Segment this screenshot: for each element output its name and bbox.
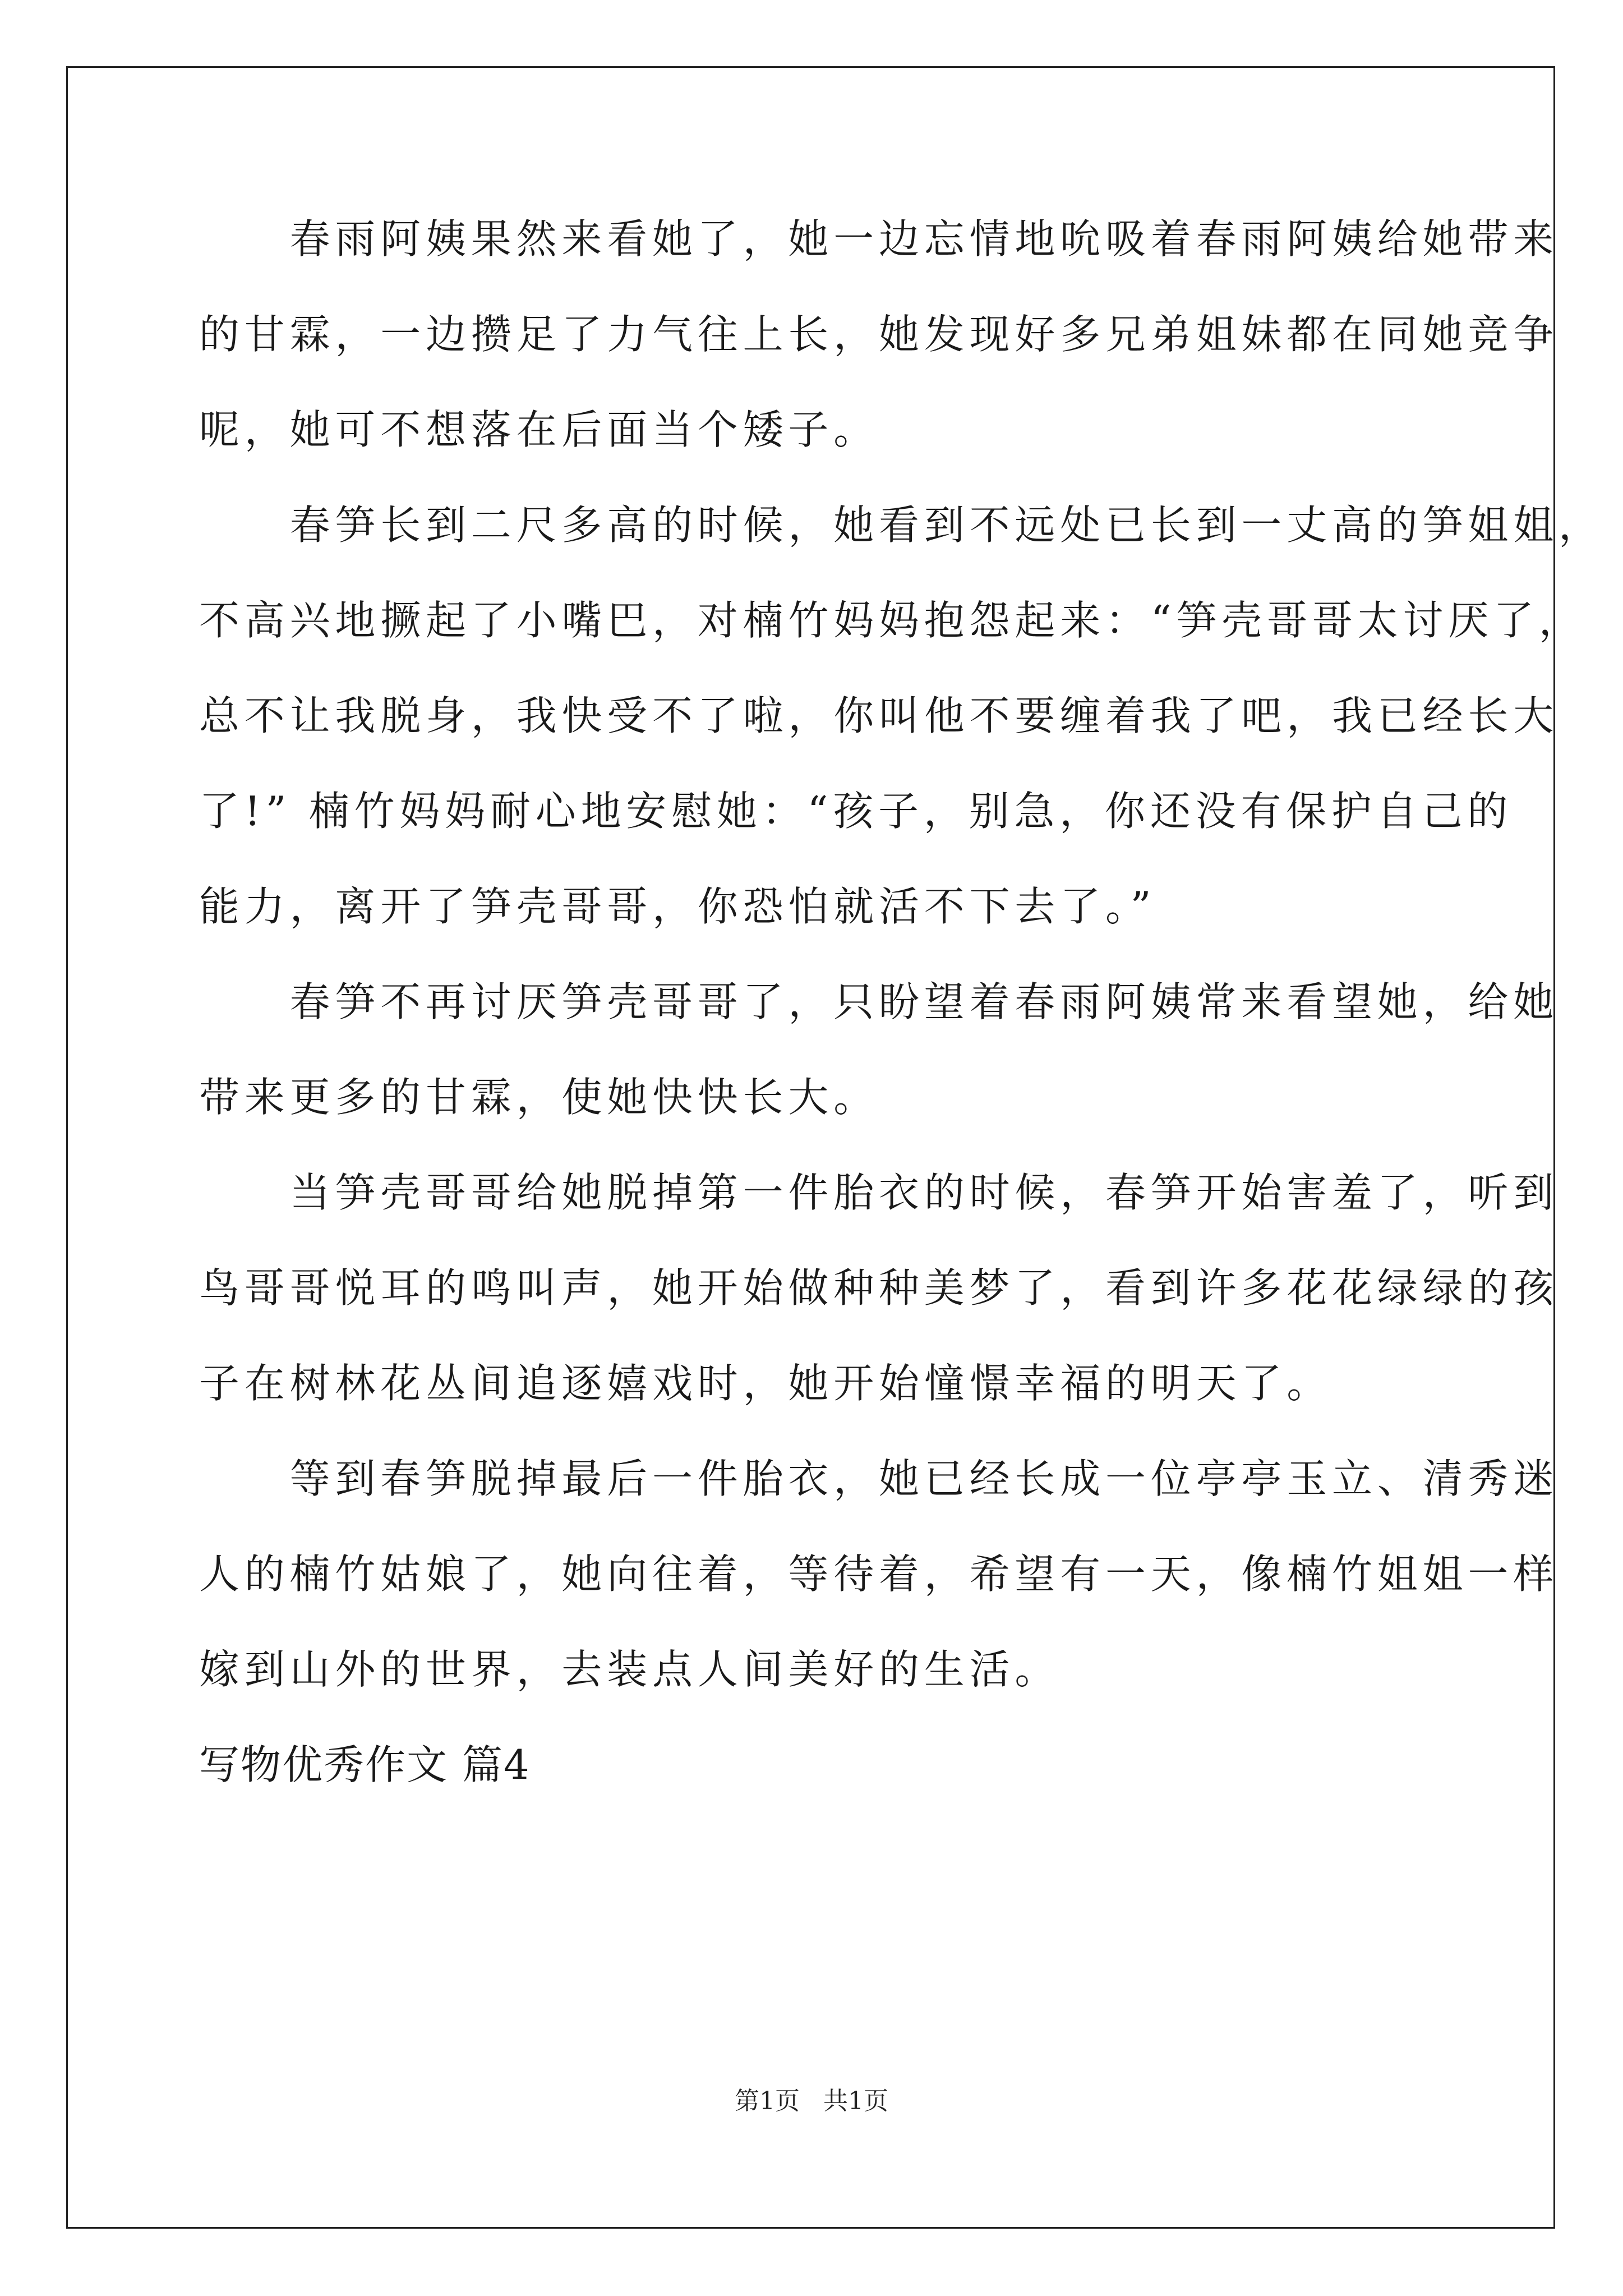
text-line: 了!” 楠竹妈妈耐心地安慰她：“孩子，别急，你还没有保护自己的: [199, 788, 1513, 835]
text-line: 带来更多的甘霖，使她快快长大。: [199, 1074, 879, 1121]
text-line: 春雨阿姨果然来看她了，她一边忘情地吮吸着春雨阿姨给她带来: [199, 215, 1559, 263]
text-line: 人的楠竹姑娘了，她向往着，等待着，希望有一天，像楠竹姐姐一样: [199, 1550, 1559, 1598]
text-line: 等到春笋脱掉最后一件胎衣，她已经长成一位亭亭玉立、清秀迷: [199, 1455, 1559, 1502]
text-line: 能力，离开了笋壳哥哥，你恐怕就活不下去了。”: [199, 883, 1156, 930]
text-line: 不高兴地撅起了小嘴巴，对楠竹妈妈抱怨起来：“笋壳哥哥太讨厌了，: [199, 597, 1584, 644]
page-number-footer: 第1页 共1页: [735, 2087, 888, 2115]
text-line: 春笋不再讨厌笋壳哥哥了，只盼望着春雨阿姨常来看望她，给她: [199, 978, 1559, 1025]
text-line: 的甘霖，一边攒足了力气往上长，她发现好多兄弟姐妹都在同她竞争: [199, 311, 1559, 358]
page-border: [66, 66, 1555, 2229]
section-heading: 写物优秀作文 篇4: [199, 1741, 531, 1788]
text-line: 鸟哥哥悦耳的鸣叫声，她开始做种种美梦了，看到许多花花绿绿的孩: [199, 1264, 1559, 1312]
text-line: 嫁到山外的世界，去装点人间美好的生活。: [199, 1646, 1061, 1693]
text-line: 春笋长到二尺多高的时候，她看到不远处已长到一丈高的笋姐姐，: [199, 501, 1604, 549]
text-line: 子在树林花丛间追逐嬉戏时，她开始憧憬幸福的明天了。: [199, 1360, 1332, 1407]
text-line: 呢，她可不想落在后面当个矮子。: [199, 406, 879, 453]
text-line: 总不让我脱身，我快受不了啦，你叫他不要缠着我了吧，我已经长大: [199, 692, 1559, 739]
text-line: 当笋壳哥哥给她脱掉第一件胎衣的时候，春笋开始害羞了，听到: [199, 1169, 1559, 1216]
